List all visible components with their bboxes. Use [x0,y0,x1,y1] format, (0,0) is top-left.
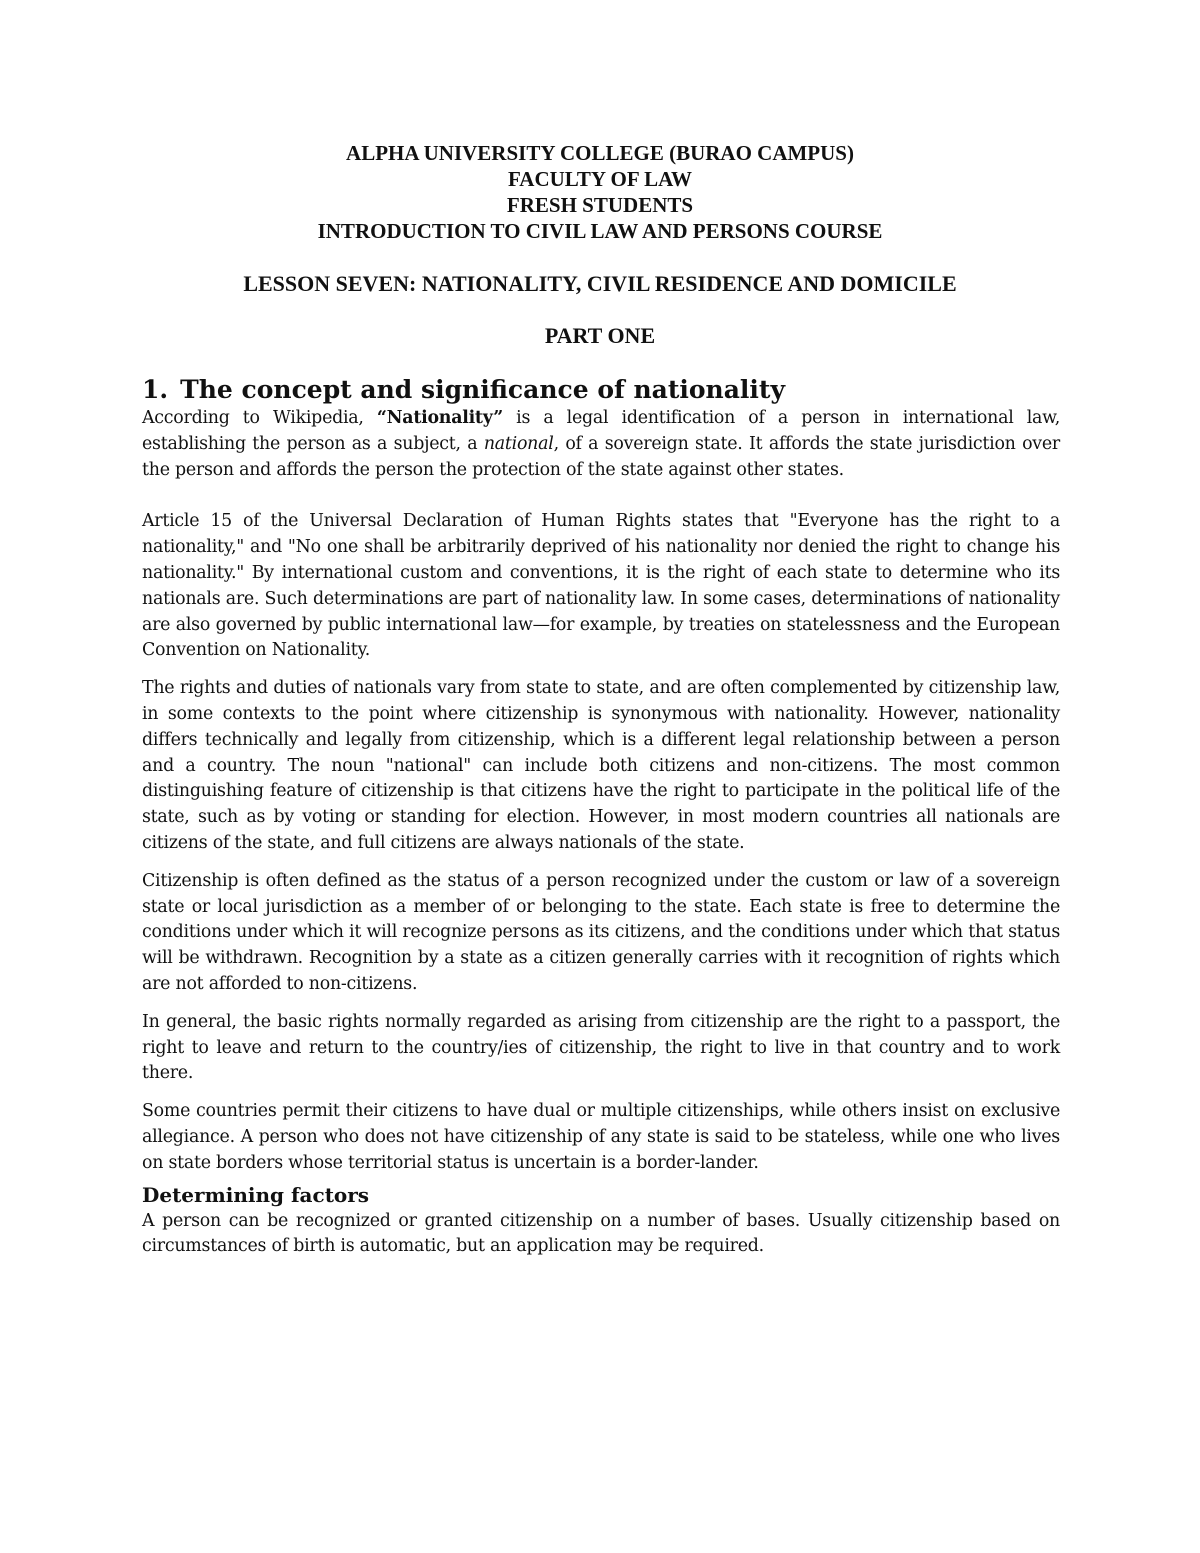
paragraph-determining-factors: A person can be recognized or granted citizenship on a number of bases. Usually citizenship based on circumstances of birth is automatic, but an application may be required. [142,1210,1060,1257]
italic-term: national [483,433,554,454]
section-heading [142,374,1060,406]
document-header [0,140,1200,244]
paragraph-dual-citizenship: Some countries permit their citizens to have dual or multiple citizenships, while others insist on exclusive allegiance. A person who does not have citizenship of any state is said to be stateless, while one who lives on state borders whose territorial status is uncertain is a border-lander. [142,1101,1060,1173]
paragraph-article-15: Article 15 of the Universal Declaration of Human Rights states that "Everyone has the right to a nationality," and "No one shall be arbitrarily deprived of his nationality nor denied the right to change his nationality." By international custom and conventions, it is the right of each state to determine who its nationals are. Such determinations are part of nationality law. In some cases, determinations of nationality are also governed by public international law—for example, by treaties on statelessness and the European Convention on Nationality. [142,511,1060,661]
header-audience: FRESH STUDENTS [506,193,694,217]
paragraph-basic-rights: In general, the basic rights normally regarded as arising from citizenship are the right to a passport, the right to leave and return to the country/ies of citizenship, the right to live in that country and to work there. [142,1011,1060,1084]
document-body [142,374,1060,1272]
paragraph-definition [142,406,1060,483]
defined-term: “Nationality” [376,408,503,428]
header-institution: ALPHA UNIVERSITY COLLEGE (BURAO CAMPUS) [346,141,854,165]
header-course: INTRODUCTION TO CIVIL LAW AND PERSONS COURSE [317,219,883,243]
paragraph-text: According to Wikipedia, [142,408,377,428]
paragraph-citizenship-definition: Citizenship is often defined as the status of a person recognized under the custom or law of a sovereign state or local jurisdiction as a member of or belonging to the state. Each state is free to determine the conditions under which it will recognize persons as its citizens, and the conditions under which that status will be withdrawn. Recognition by a state as a citizen generally carries with it recognition of rights which are not afforded to non-citizens. [142,870,1060,994]
subsection-heading: Determining factors [142,1182,370,1207]
section-number: 1. [142,375,169,404]
lesson-title: LESSON SEVEN: NATIONALITY, CIVIL RESIDENCE AND DOMICILE [243,271,957,296]
paragraph-text: , of a sovereign state. It affords the state jurisdiction over the person and affords the person the protection of the state against other states. [142,433,1060,480]
paragraph-text: is a legal identification of a person in international law, establishing the person as a subject, a [142,408,1061,454]
header-faculty: FACULTY OF LAW [508,167,692,191]
section-heading-text: The concept and significance of nationality [180,375,785,404]
paragraph-rights-duties: The rights and duties of nationals vary from state to state, and are often complemented by citizenship law, in some contexts to the point where citizenship is synonymous with nationality. However, nationality differs technically and legally from citizenship, which is a different legal relationship between a person and a country. The noun "national" can include both citizens and non-citizens. The most common distinguishing feature of citizenship is that citizens have the right to participate in the political life of the state, such as by voting or standing for election. However, in most modern countries all nationals are citizens of the state, and full citizens are always nationals of the state. [142,678,1060,853]
part-title: PART ONE [544,323,656,348]
